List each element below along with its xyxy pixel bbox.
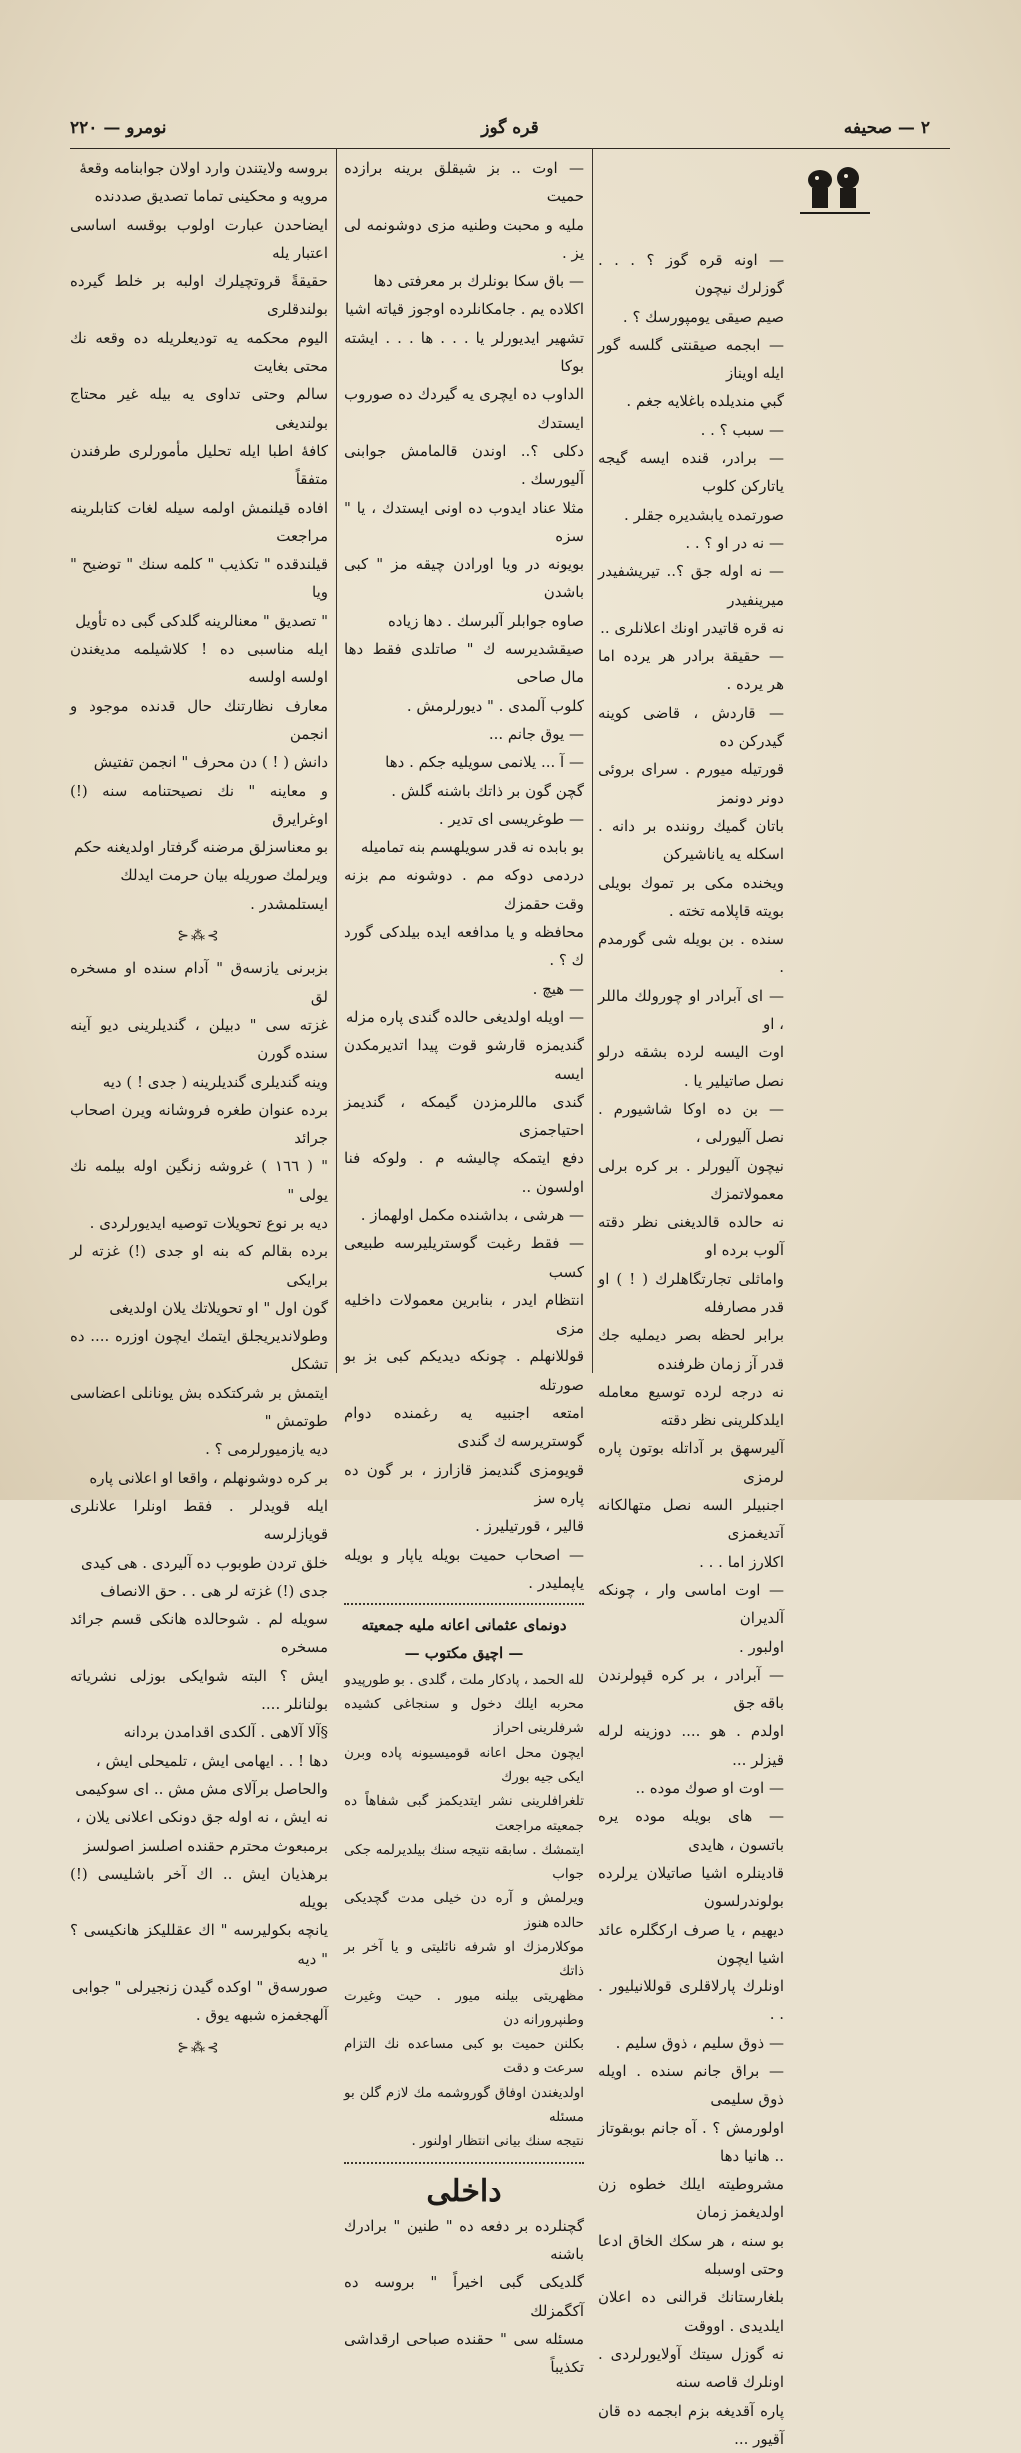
text-line: — طوغريسى اى تدير .	[438, 809, 584, 828]
text-line: گندى ماللرمزدن گيمكه ، گنديمز احتياجمزى	[344, 1092, 584, 1140]
text-line: دردمى دوكه مم . دوشونه مم بزنه وقت حقمزك	[344, 866, 584, 913]
text-line: بروسه ولايتندن وارد اولان جوابنامه وقعهٔ	[79, 159, 328, 177]
header-rule	[70, 148, 950, 149]
text-line: ويخنده مكى بر تموك بويلى بويته قاپلامه تخته .	[598, 873, 784, 920]
text-line: ايچون محل اعانه قوميسيونه پاده وبرن ايكى جيه بورك	[344, 1744, 584, 1785]
text-line: تشهير ايديورلر يا . . . ها . . . ايشته بوكا	[344, 328, 584, 376]
text-line: برابر لحظه بصر ديمليه جك قدر آز زمان ظرفنده	[598, 1326, 784, 1373]
text-line: — هيچ .	[532, 979, 584, 998]
text-line: صورتمده يابشديره جقلر .	[624, 505, 784, 524]
text-line: ديهيم ، يا صرف اركگلره عائد اشيا ايچون	[598, 1920, 784, 1967]
text-line: محافظه و يا مدافعه ايده بيلدكى گورد ك ؟ .	[344, 923, 584, 970]
text-line: دفع ايتمكه چاليشه م . ولوكه فنا اولسون ..	[344, 1149, 584, 1196]
text-line: نه حالده قالديغنى نظر دقته آلوب برده او	[598, 1213, 784, 1260]
text-line: انتظام ايدر ، بنابرين معمولات داخليه مزى	[344, 1290, 584, 1338]
text-line: گنديمزه قارشو قوت پيدا اتديرمكدن ايسه	[344, 1036, 584, 1083]
text-line: قادينلره اشيا صاتيلان يرلرده بولوندرلسون	[598, 1863, 784, 1911]
text-line: — اوت او صوك موده ..	[635, 1779, 784, 1798]
text-line: مليه و محبت وطنيه مزى دوشونمه لى يز .	[344, 215, 584, 262]
text-line: قيلندقده " تكذيب " كلمه سنك " توضيح " ويا	[70, 555, 328, 602]
text-line: قورتيله ميورم . سراى بروئى دونر دونمز	[598, 760, 784, 807]
text-line: اولورمش ؟ . آه جانم بوبقوتاز .. هانيا دها	[598, 2118, 784, 2165]
text-line: ايله مناسبى ده ! كلاشيلمه مديغندن اولسه اولسه	[70, 640, 328, 687]
text-line: — اوت .. بز شيقلق برينه برازده حميت	[344, 159, 584, 206]
open-letter-body	[344, 1668, 584, 2154]
text-line: صاوه جوابلر آلبرسك . دها زياده	[387, 611, 584, 630]
text-line: — بن ده اوكا شاشيورم . نصل آليورلى ،	[598, 1099, 784, 1147]
text-line: — فقط رغبت گوستريليرسه طبيعى كسب	[344, 1234, 584, 1281]
text-line: — اصحاب حميت بويله ياپار و بويله ياپملیدر .	[344, 1545, 584, 1592]
text-line: — اويله اولديغى حالده گندى پاره مزله	[345, 1007, 584, 1026]
text-line: اونلرك پارلاقلرى قوللانيليور . . .	[598, 1977, 784, 2024]
text-line: گون اول " او تحويلاتك يلان اولديغى	[109, 1298, 328, 1317]
text-line: دها ! . . ايهامى ايش ، تلميحلى ايش ،	[95, 1751, 328, 1770]
open-letter-subtitle: — اچيق مكتوب —	[404, 1644, 524, 1663]
text-line: برده بقالم كه بنه او جدى (!) غزته لر برايكى	[70, 1242, 328, 1289]
text-line: §آلا آلاهى . آلكدى اقدامدن بردانه	[123, 1723, 328, 1742]
text-line: دانش ( ! ) دن محرف " انجمن تفتيش	[93, 753, 328, 772]
text-line: قالير ، قورتيليرز .	[475, 1517, 584, 1536]
column-right	[598, 246, 784, 2453]
text-line: بزبرنى يازسەق " آدام سنده او مسخره لق	[70, 959, 328, 1006]
text-line: بلغارستانك قرالنى ده اعلان ايلديدى . اووقت	[598, 2288, 784, 2335]
text-line: صورسەق " اوكده گيدن زنجيرلى " جوابى	[71, 1978, 328, 1996]
section-title-dahili: داخلى	[426, 2173, 502, 2209]
text-line: — آبرادر ، بر كره قپولرندن باقه جق	[598, 1665, 784, 1713]
column-left-article-1	[70, 154, 328, 918]
text-line: مشروطيته ايلك خطوه زن اولديغمز زمان	[598, 2175, 784, 2222]
text-line: سنده . بن بويله شى گورمدم .	[598, 930, 784, 977]
column-separator-left	[336, 148, 337, 1373]
text-line: برمبعوث محترم حقنده اصلسز اصولسز	[83, 1836, 328, 1855]
dotted-divider	[344, 1603, 584, 1605]
text-line: سالم وحتى تداوى يه بيله غير محتاج بولنديغى	[70, 385, 328, 432]
text-line: صيم صيقى يومپورسك ؟ .	[622, 307, 784, 326]
text-line: كافهٔ اطبا ايله تحليل مأمورلرى طرفندن متفقاً	[70, 441, 328, 489]
karagoz-figures-logo	[790, 158, 880, 218]
text-line: — سبب ؟ . .	[700, 420, 784, 439]
text-line: حقيقةً قروتچيلرك اولبه بر خلط گيرده بولندقلرى	[70, 272, 328, 319]
text-line: ايله قويدلر . فقط اونلرا علانلرى قويازلرسه	[70, 1496, 328, 1544]
text-line: جدى (!) غزته لر هى . . حق الانصاف	[100, 1581, 328, 1600]
text-line: اكلاده يم . جامكانلرده اوجوز قياته اشيا	[344, 300, 584, 319]
text-line: — ابجمه صيقنتى گلسه گور ايله اويناز	[598, 335, 784, 383]
text-line: معارف نظارتنك حال قدنده موجود و انجمن	[70, 696, 328, 743]
text-line: نه ايش ، نه اوله جق دونكى اعلانى يلان ،	[75, 1808, 328, 1827]
issue-number: نومرو — ٢٢٠	[70, 118, 167, 138]
open-letter-title: دونمای عثمانى اعانه مليه جمعيته	[361, 1616, 567, 1635]
text-line: مظهريتى بيلنه ميور . حيت وغيرت وطنپرورانه دن	[344, 1987, 584, 2028]
text-line: اكلارز اما . . .	[699, 1552, 784, 1571]
text-line: — ذوق سليم ، ذوق سليم .	[615, 2033, 784, 2052]
text-line: ديه بر نوع تحويلات توصيه ايديورلردى .	[89, 1213, 328, 1232]
text-line: گچنلرده بر دفعه ده " طنين " برادرك باشنه	[344, 2216, 584, 2263]
text-line: وينه گنديلرى گنديلرينه ( جدى ! ) ديه	[102, 1072, 328, 1091]
page-header	[70, 118, 950, 148]
text-line: — نه در او ؟ . .	[685, 533, 784, 552]
text-line: افاده قيلنمش اولمه سيله لغات كتابلرينه مراجعت	[70, 498, 328, 545]
text-line: آلهجغمزه شبهه يوق .	[195, 2006, 328, 2025]
column-left	[70, 154, 328, 2066]
text-line: — برادر، قنده ايسه گيجه ياتاركن كلوب	[598, 449, 784, 496]
column-separator-right	[592, 148, 593, 1373]
text-line: " ( ١٦٦ ) غروشه زنگين اوله بيلمه نك يولى "	[70, 1157, 328, 1204]
text-line: نيچون آليورلر . بر كره برلى معمولاتمزك	[598, 1156, 784, 1203]
text-line: اولدم . هو .... دوزينه لرله قيزلر ...	[598, 1722, 784, 1769]
text-line: ايضاحدن عبارت اولوب بوقسه اساسى اعتبار يله	[70, 215, 328, 262]
text-line: لله الحمد ، پادكار ملت ، گلدى . بو طورپيدو	[344, 1671, 584, 1688]
text-line: ايتمش بر شركتكده بش يونانلى اعضاسى طوتمش "	[70, 1383, 328, 1431]
text-line: اوت اليسه لرده بشقه درلو نصل صاتيلير يا .	[598, 1043, 784, 1090]
text-line: — براق جانم سنده . اويله ذوق سليمى	[598, 2062, 784, 2109]
text-line: برده عنوان طغره فروشانه ويرن اصحاب جرائد	[70, 1100, 328, 1148]
text-line: صيقشديرسه ك " صاتلدى فقط دها مال صاحى	[344, 640, 584, 687]
text-line: — اى آبرادر او چورولك ماللر ، او	[598, 986, 784, 1034]
text-line: — اوت اماسى وار ، چونكه آلديران	[598, 1580, 784, 1628]
text-line: ديه يازميورلرمى ؟ .	[205, 1440, 328, 1459]
text-line: بر كره دوشونهلم ، واقعا او اعلانى پاره	[89, 1468, 328, 1487]
text-line: ايش ؟ البته شوايكى بوزلى نشرياته بولنانلر ....	[70, 1666, 328, 1714]
text-line: ايستلمشدر .	[250, 894, 328, 913]
text-line: خلق تردن طوبوب ده آليردى . هى كيدى	[81, 1553, 328, 1572]
text-line: — هاى بويله موده يره باتسون ، هايدى	[598, 1807, 784, 1854]
text-line: كلوب آلمدى . " ديورلرمش .	[406, 696, 584, 715]
column-left-article-2	[70, 954, 328, 2029]
text-line: نتيجه سنك بيانى انتظار اولنور .	[411, 2133, 584, 2150]
text-line: برهذيان ايش .. اك آخر باشليسى (!) بويله	[70, 1864, 328, 1912]
text-line: موكلارمزك او شرفه نائليتى و يا آخر بر ذاتك	[344, 1939, 584, 1980]
dotted-divider	[344, 2162, 584, 2164]
masthead-title: قره گوز	[481, 118, 539, 138]
text-line: امتعه اجنبيه يه رغمنده دوام گوستريرسه ك گندى	[344, 1404, 584, 1451]
text-line: باتان گميك روننده بر دانه . اسكله يه ياناشيركن	[598, 816, 784, 864]
column-middle-article	[344, 154, 584, 1597]
text-line: بويونه در ويا اورادن چيقه مز " كبى باشدن	[344, 555, 584, 602]
column-middle	[344, 154, 584, 2381]
text-line: — يوق جانم ...	[488, 724, 584, 743]
text-line: گلديكى گبى اخيراً " بروسه ده آكگمزلك	[344, 2273, 584, 2320]
text-line: سويله لم . شوحالده هانكى قسم جرائد مسخره	[70, 1610, 328, 1657]
text-line: بو بابده نه قدر سويلهسم بنه تماميله	[360, 838, 584, 857]
text-line: " تصديق " معنالرينه گلدكى گبى ده تأويل	[75, 611, 328, 630]
text-line: تلغرافلرينى نشر ايتديكمز گبى شفاهاً ده جمعيته مراجعت	[344, 1793, 584, 1834]
dahili-body	[344, 2212, 584, 2382]
text-line: قوللانهلم . چونكه ديديكم كبى بز بو صورتله	[344, 1347, 584, 1394]
text-line: — اونه قره گوز ؟ . . . گوزلرك نيچون	[598, 251, 784, 298]
text-line: پاره آقديغه بزم ابجمه ده قان آقيور ...	[598, 2401, 784, 2448]
text-line: نه درجه لرده توسيع معامله ايلدكلرينى نظر دقته	[598, 1382, 784, 1430]
page-number: ٢ — صحيفه	[843, 118, 930, 138]
text-line: دكلى ؟.. اوندن قالمامش جوابنى آليورسك .	[344, 441, 584, 489]
text-line: بو سنه ، هر سكك الخاق ادعا وحتى اوسبله	[598, 2231, 784, 2279]
text-line: مرويه و محكينى تماما تصديق صددنده	[94, 187, 328, 206]
text-line: الداوب ده ايچرى يه گيردك ده صوروب ايستدك	[344, 385, 584, 432]
text-line: وطولانديريجلق ايتمك ايچون اوزره .... ده تشكل	[70, 1327, 328, 1374]
text-line: — باق سكا بونلرك بر معرفتى دها	[373, 272, 584, 291]
text-line: نه گوزل سيتك آولايورلردى . اونلرك قاصه سنه	[598, 2344, 784, 2392]
text-line: واماثلى تجارتگاهلرك ( ! ) او قدر مصارفله	[598, 1269, 784, 1316]
text-line: محربه ايلك دخول و سنجاغى كشيده شرفلرينى احراز	[344, 1696, 584, 1737]
text-line: — حقيقة برادر هر يرده اما هر يرده .	[598, 647, 784, 694]
text-line: اليوم محكمه يه توديعلريله ده وقعه نك محتى بغايت	[70, 328, 328, 376]
text-line: نه قره قاتيدر اونك اعلانلرى ..	[600, 618, 784, 637]
ornament-divider: ⊱⁂⊰	[177, 2039, 221, 2056]
text-line: اجنبيلر السه نصل متهالكانه آتديغمزى	[598, 1496, 784, 1543]
text-line: والحاصل برآلاى مش مش .. اى سوكيمى	[75, 1779, 328, 1798]
ornament-divider: ⊱⁂⊰	[177, 928, 221, 945]
text-line: ايتمشك . سابقه نتيجه سنك بيلديرلمه جكى جواب	[344, 1841, 584, 1883]
text-line: — هرشى ، بداشنده مكمل اولهماز .	[360, 1205, 584, 1224]
text-line: ويرلمش و آره دن خيلى مدت گچديكى حالده هنوز	[344, 1890, 584, 1931]
text-line: و معاينه " نك نصيحتنامه سنه (!) اوغرايرق	[70, 781, 328, 828]
text-line: — قاردش ، قاضى كوينه گيدركن ده	[598, 703, 784, 751]
text-line: — آ ... يلانمى سويليه جكم . دها	[385, 753, 584, 772]
text-line: اولديغندن اوفاق گوروشمه مك لازم گلن بو مسئله	[344, 2084, 584, 2126]
text-line: يانچه بكوليرسه " اك عقلليكز هانكيسى ؟ " ديه	[70, 1921, 328, 1968]
text-line: مثلا عناد ايدوب ده اونى ايستدك ، يا " سزه	[344, 498, 584, 545]
text-line: غزته سى " دبيلن ، گنديلرينى ديو آينه سنده گورن	[70, 1015, 328, 1063]
text-line: مسئله سى " حقنده صباحى ارقداشى تكذيباً	[344, 2329, 584, 2377]
text-line: بكلنن حميت بو كبى مساعده نك التزام سرعت و دقت	[344, 2036, 584, 2077]
text-line: گبي منديلده باغلايه جغم .	[626, 392, 784, 411]
text-line: گچن گون بر ذاتك باشنه گلش .	[391, 781, 584, 800]
text-line: — نه اوله جق ؟.. تيريشفيدر ميرينفيدر	[598, 562, 784, 609]
open-letter-box	[344, 1611, 584, 2154]
text-line: آليرسهق بر آداتله بوتون پاره لرمزى	[598, 1439, 784, 1486]
text-line: قويومزى گنديمز قازارز ، بر گون ده پاره سز	[344, 1460, 584, 1507]
text-line: اولبور .	[738, 1637, 784, 1656]
text-line: بو معناسزلق مرضنه گرفتار اولديغنه حكم	[74, 838, 328, 857]
text-line: ويرلمك صوريله بيان حرمت ايدلك	[120, 866, 328, 885]
